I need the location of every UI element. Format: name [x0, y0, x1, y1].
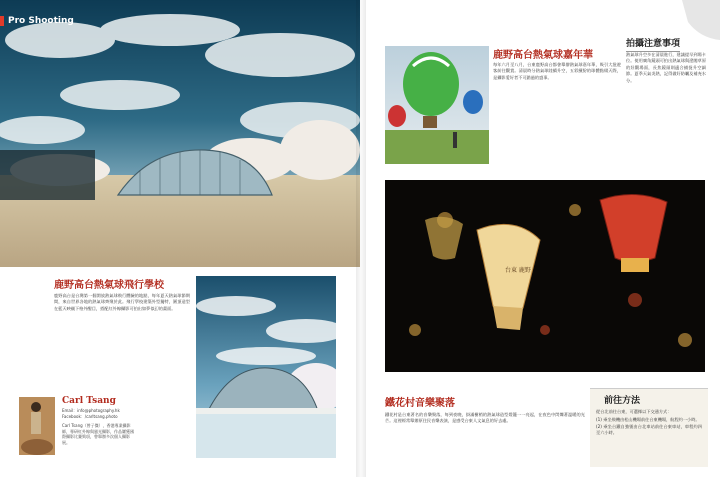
section-label-text: Pro Shooting — [0, 16, 74, 26]
directions-item-text: 乘坐台鐵自強號由台北車站前往台東車站，車程約四至六小時。 — [596, 423, 702, 436]
festival-title: 鹿野高台熱氣球嘉年華 — [493, 50, 593, 61]
village-title: 鐵花村音樂聚落 — [385, 398, 455, 409]
directions-item-text: 乘坐飛機由松山機場前往台東機場，航程約一小時。 — [603, 417, 700, 423]
tips-body: 熱氣球升空多在清晨進行，建議提早到場卡位。使用廣角鏡頭可拍出熱氣球與遼闊草原的壯觀場面，長焦鏡頭則適合捕捉升空細節。夏季天氣炎熱，記得做好防曬及補充水分。 — [626, 52, 706, 83]
directions-title: 前往方法 — [604, 396, 641, 406]
spine-shadow — [356, 0, 366, 477]
school-body: 鹿野高台是台灣第一個開放熱氣球飛行體驗的地點，每年夏天熱氣球節期間，來自世界各地的熱氣球齊聚於此。飛行學校建築外型獨特，圓頂造型在藍天映襯下格外醒目，搭配紅外線攝影可拍出如夢似幻的畫面。 — [54, 293, 190, 311]
lantern-text: 台東 鹿野 — [505, 267, 531, 274]
author-contact: Email：info@photography.hk Facebook：/carltsang.photo — [62, 408, 120, 419]
hero-photo — [0, 0, 360, 267]
directions-item-number: (1) — [596, 417, 604, 423]
author-name: Carl Tsang — [62, 396, 116, 406]
school-photo — [196, 276, 336, 458]
directions-item — [596, 424, 702, 437]
directions-item-number: (2) — [596, 423, 604, 429]
author-bio: Carl Tsang（曾子傑），香港專業攝影師，專研紅外線與風光攝影，作品屢獲國際攝影比賽獎項，曾舉辦多次個人攝影展。 — [62, 423, 134, 445]
lantern-photo — [385, 180, 705, 372]
festival-body: 每年六月至八月，台東鹿野高台都會舉辦熱氣球嘉年華，吸引大批遊客前往觀賞。清晨時分熱氣球陸續升空，五彩繽紛的球體點綴天際，是攝影愛好者不可錯過的盛事。 — [493, 62, 621, 80]
author-photo — [19, 397, 55, 455]
directions-intro: 從台北前往台東，可選擇以下交通方式： — [596, 409, 672, 414]
festival-photo — [385, 46, 489, 164]
village-body: 鐵花村是台東著名的音樂聚落，每到夜晚，掛滿樹梢的熱氣球造型燈籠一一亮起，在夜色中閃爍著溫暖的光芒。這裡經常舉辦原住民音樂表演，是感受台東人文氣息的好去處。 — [385, 412, 585, 424]
tips-title: 拍攝注意事項 — [626, 36, 680, 52]
school-title: 鹿野高台熱氣球飛行學校 — [54, 280, 164, 291]
directions-box — [590, 388, 708, 467]
section-label — [0, 8, 74, 27]
